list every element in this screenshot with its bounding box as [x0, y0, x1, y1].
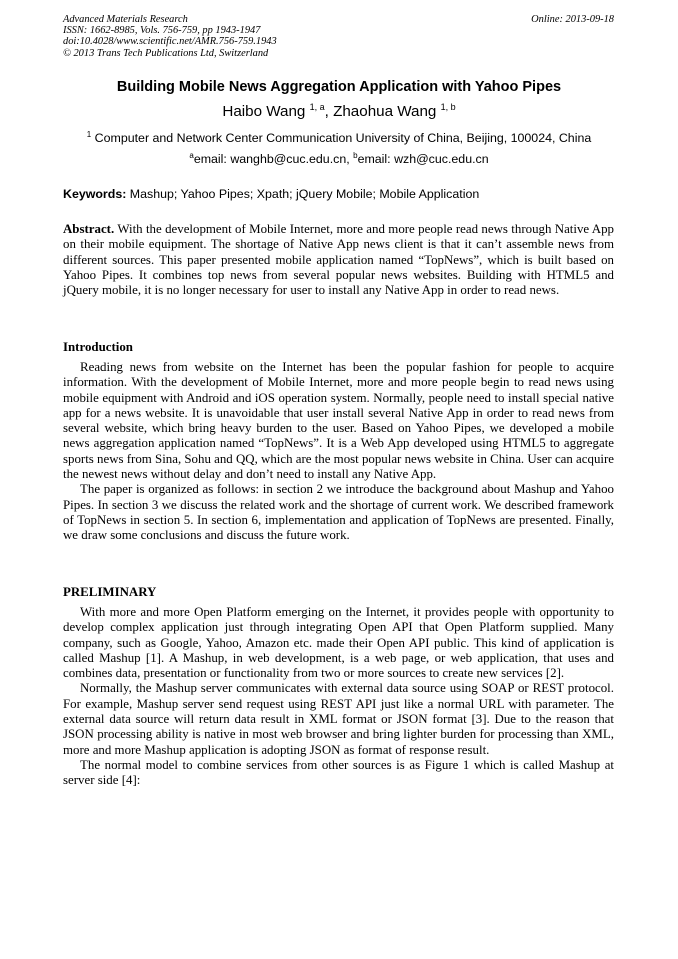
- author-affiliation-mark: 1, b: [440, 102, 456, 112]
- author-name: Zhaohua Wang: [333, 103, 437, 120]
- email-line: [0, 151, 678, 166]
- journal-name: Advanced Materials Research: [63, 14, 188, 25]
- abstract: [63, 222, 614, 298]
- paragraph: Normally, the Mashup server communicates with external data source using SOAP or REST protocol. For example, Mashup server send request using REST API just like a normal URL with parameter. The external data source will return data result in XML format or JSON format [3]. Due to the reason that JSON processing ability is native in most web browser and bring lighter burden for processing than XML, more and more Mashup application is adopting JSON as format of response result.: [63, 681, 614, 757]
- keywords-text: Mashup; Yahoo Pipes; Xpath; jQuery Mobile; Mobile Application: [126, 187, 480, 201]
- introduction-body: [63, 360, 614, 544]
- copyright-line: © 2013 Trans Tech Publications Ltd, Switzerland: [63, 47, 269, 59]
- section-heading-introduction: Introduction: [63, 340, 133, 354]
- keywords-label: Keywords:: [63, 187, 127, 201]
- paragraph: With more and more Open Platform emerging on the Internet, it provides people with opportunity to develop complex application just through integrating Open API that Open Platform supplied. Many company, such as Google, Yahoo, Amazon etc. made their Open API public. This kind of application is called Mashup [1]. A Mashup, in web development, is a web page, or web application, that uses and combines data, presentation or functionality from two or more sources to create new services [2].: [63, 605, 614, 681]
- paper-title: Building Mobile News Aggregation Application with Yahoo Pipes: [116, 79, 562, 95]
- email-mark: b: [353, 151, 358, 160]
- running-header: [63, 14, 277, 59]
- online-date: Online: 2013-09-18: [531, 14, 614, 25]
- author-separator: ,: [324, 103, 334, 120]
- author-line: [0, 102, 678, 120]
- keywords: [63, 187, 479, 201]
- paragraph: Reading news from website on the Internet has been the popular fashion for people to acquire information. With the development of Mobile Internet, more and more people begin to read news using mobile equipment with Android and iOS operation system. Normally, people need to install special native app for a news website. It is unavoidable that user install several Native App in order to read news from several website, which bring heavy burden to the user. Based on Yahoo Pipes, we developed a mobile news aggregation application named “TopNews”. It is a Web App developed using HTML5 to aggregate sports news from Sina, Sohu and QQ, which are the most popular news website in China. User can acquire the newest news without delay and don’t need to install any Native App.: [63, 360, 614, 482]
- author-affiliation-mark: 1, a: [309, 102, 325, 112]
- email-text: email: wzh@cuc.edu.cn: [357, 152, 489, 166]
- email-text: email: wanghb@cuc.edu.cn,: [193, 152, 354, 166]
- doi-line: doi:10.4028/www.scientific.net/AMR.756-759.1943: [63, 36, 277, 48]
- email-mark: a: [189, 151, 194, 160]
- author-name: Haibo Wang: [222, 103, 306, 120]
- issn-line: ISSN: 1662-8985, Vols. 756-759, pp 1943-1947: [63, 25, 261, 37]
- affiliation: [0, 130, 678, 145]
- preliminary-body: [63, 605, 614, 789]
- paragraph: The paper is organized as follows: in section 2 we introduce the background about Mashup and Yahoo Pipes. In section 3 we discuss the related work and the shortage of current work. We described framework of TopNews in section 5. In section 6, implementation and application of TopNews are presented. Finally, we draw some conclusions and discuss the future work.: [63, 482, 614, 543]
- paragraph: The normal model to combine services from other sources is as Figure 1 which is called Mashup at server side [4]:: [63, 757, 614, 788]
- affiliation-mark: 1: [86, 130, 92, 139]
- section-heading-preliminary: PRELIMINARY: [63, 585, 157, 599]
- abstract-label: Abstract.: [63, 222, 115, 236]
- abstract-text: With the development of Mobile Internet, more and more people read news through Native App on their mobile equipment. The shortage of Native App news client is that it can’t assemble news from different sources. This paper presented mobile application named “TopNews”, which is built based on Yahoo Pipes. It combines top news from several popular news websites. Building with HTML5 and jQuery mobile, it is no longer necessary for user to install any Native App in order to read news.: [63, 222, 614, 298]
- affiliation-text: Computer and Network Center Communication University of China, Beijing, 100024, China: [94, 131, 592, 145]
